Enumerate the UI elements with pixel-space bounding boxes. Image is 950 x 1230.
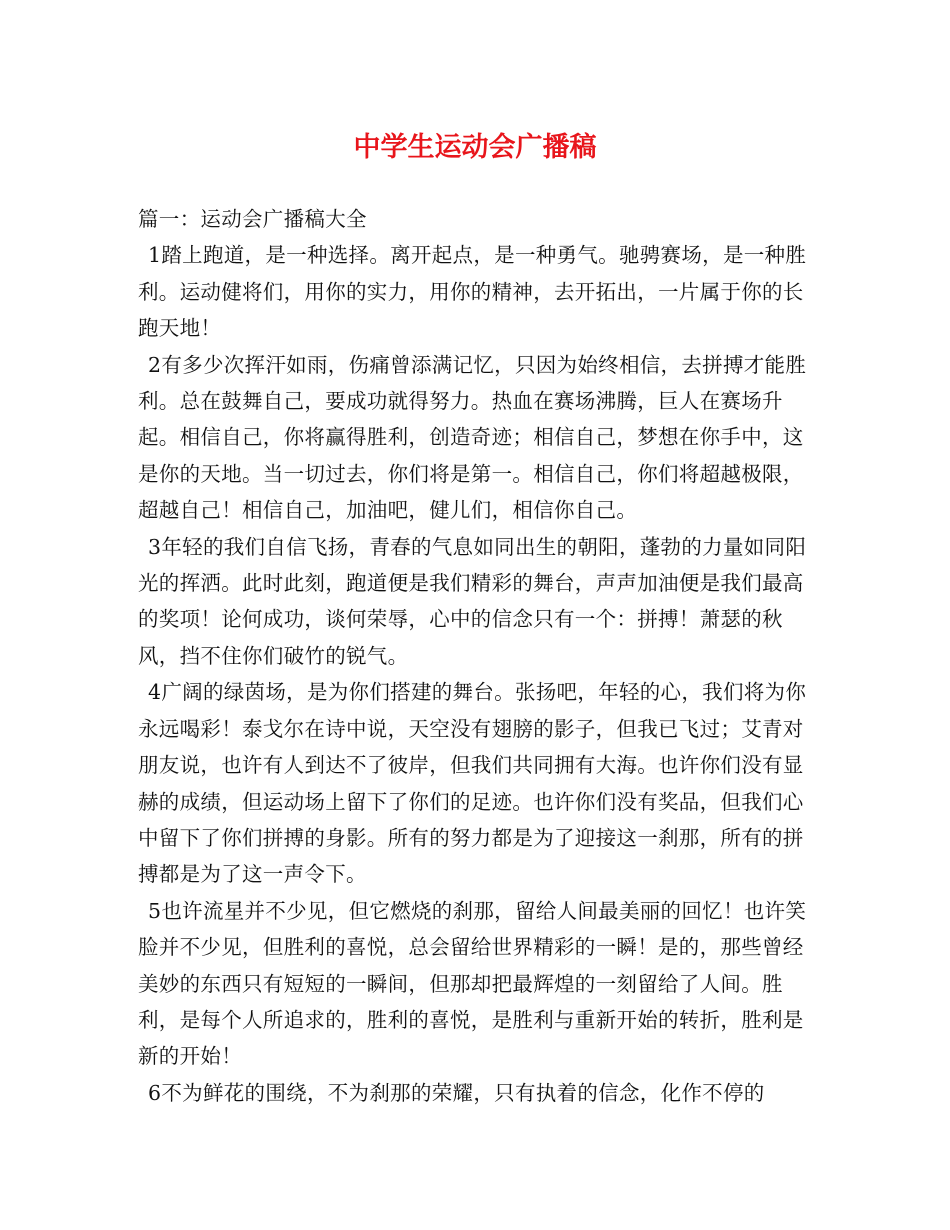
- paragraph-4: 4广阔的绿茵场，是为你们搭建的舞台。张扬吧，年轻的心，我们将为你永远喝彩！泰戈尔在诗中说，天空没有翅膀的影子，但我已飞过；艾青对朋友说，也许有人到达不了彼岸，但我们共同拥有大海。也许你们没有显赫的成绩，但运动场上留下了你们的足迹。也许你们没有奖品，但我们心中留下了你们拼搏的身影。所有的努力都是为了迎接这一刹那，所有的拼搏都是为了这一声令下。: [138, 680, 807, 887]
- paragraph-5: 5也许流星并不少见，但它燃烧的刹那，留给人间最美丽的回忆！也许笑脸并不少见，但胜利的喜悦，总会留给世界精彩的一瞬！是的，那些曾经美妙的东西只有短短的一瞬间，但那却把最辉煌的一刻留给了人间。胜利，是每个人所追求的，胜利的喜悦，是胜利与重新开始的转折，胜利是新的开始！: [138, 898, 807, 1069]
- section-heading: 篇一：运动会广播稿大全: [138, 207, 367, 231]
- document-title: 中学生运动会广播稿: [353, 132, 597, 163]
- paragraph-6: 6不为鲜花的围绕，不为刹那的荣耀，只有执着的信念，化作不停的: [148, 1080, 765, 1105]
- paragraph-2: 2有多少次挥汗如雨，伤痛曾添满记忆，只因为始终相信，去拼搏才能胜利。总在鼓舞自己，要成功就得努力。热血在赛场沸腾，巨人在赛场升起。相信自己，你将赢得胜利，创造奇迹；相信自己，梦想在你手中，这是你的天地。当一切过去，你们将是第一。相信自己，你们将超越极限，超越自己！相信自己，加油吧，健儿们，相信你自己。: [138, 352, 807, 523]
- paragraph-1: 1踏上跑道，是一种选择。离开起点，是一种勇气。驰骋赛场，是一种胜利。运动健将们，用你的实力，用你的精神，去开拓出，一片属于你的长跑天地！: [138, 243, 807, 341]
- paragraph-3: 3年轻的我们自信飞扬，青春的气息如同出生的朝阳，蓬勃的力量如同阳光的挥洒。此时此刻，跑道便是我们精彩的舞台，声声加油便是我们最高的奖项！论何成功，谈何荣辱，心中的信念只有一个：拼搏！萧瑟的秋风，挡不住你们破竹的锐气。: [138, 534, 807, 668]
- document-body: [138, 201, 818, 1111]
